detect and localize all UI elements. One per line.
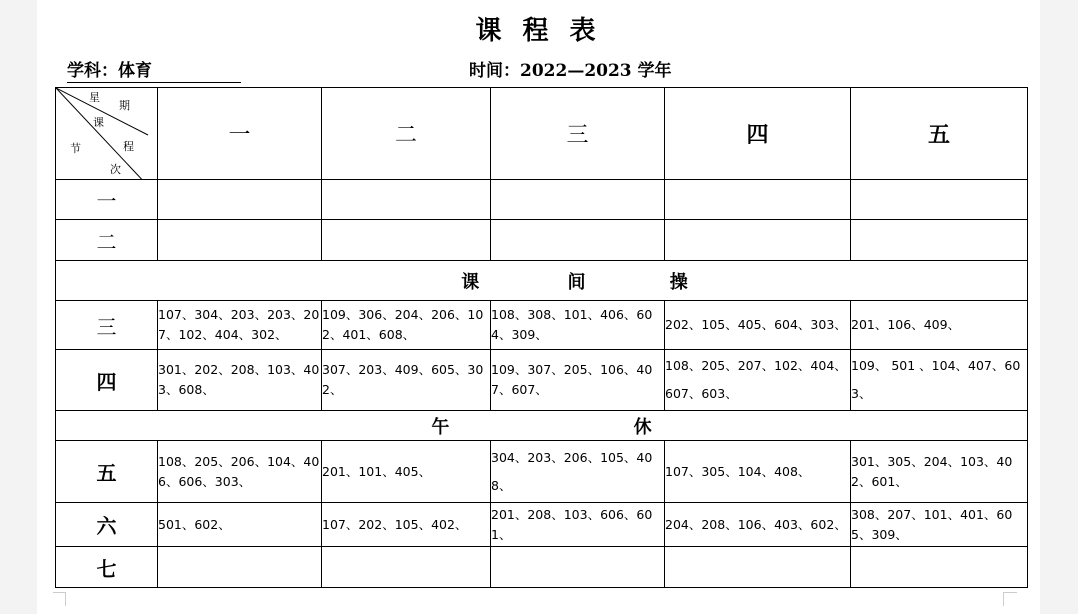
class-cell — [322, 220, 491, 261]
period-row-5 — [56, 441, 1028, 503]
band-char: 午 — [431, 416, 450, 438]
period-row-7 — [56, 547, 1028, 588]
class-cell: 201、101、405、 — [322, 441, 491, 503]
class-cell: 109、 501 、104、407、603、 — [851, 350, 1028, 411]
band-char: 操 — [669, 271, 688, 293]
class-cell — [491, 180, 665, 220]
class-cell — [665, 547, 851, 588]
class-cell: 202、105、405、604、303、 — [665, 301, 851, 350]
class-cell — [322, 547, 491, 588]
period-row-1 — [56, 180, 1028, 220]
class-cell: 108、205、207、102、404、607、603、 — [665, 350, 851, 411]
period-row-3 — [56, 301, 1028, 350]
class-cell — [158, 220, 322, 261]
class-cell: 307、203、409、605、302、 — [322, 350, 491, 411]
class-cell — [851, 547, 1028, 588]
morning-exercise-band — [56, 261, 1028, 301]
margin-mark — [53, 592, 65, 593]
class-cell — [851, 180, 1028, 220]
period-label: 一 — [56, 180, 158, 220]
day-header-4: 四 — [665, 88, 851, 180]
class-cell: 107、305、104、408、 — [665, 441, 851, 503]
class-cell — [158, 180, 322, 220]
class-cell: 308、207、101、401、605、309、 — [851, 503, 1028, 547]
day-header-1: 一 — [158, 88, 322, 180]
period-label: 三 — [56, 301, 158, 350]
class-cell: 204、208、106、403、602、 — [665, 503, 851, 547]
period-label: 二 — [56, 220, 158, 261]
class-cell: 109、307、205、106、407、607、 — [491, 350, 665, 411]
class-cell: 301、305、204、103、402、601、 — [851, 441, 1028, 503]
class-cell — [665, 220, 851, 261]
document-page — [37, 0, 1040, 614]
class-cell — [322, 180, 491, 220]
margin-mark — [65, 592, 66, 606]
corner-label-xing: 星 — [89, 91, 100, 104]
morning-break-row — [56, 261, 1028, 301]
class-cell: 107、202、105、402、 — [322, 503, 491, 547]
corner-label-ke: 课 — [93, 116, 104, 129]
class-cell — [851, 220, 1028, 261]
band-char: 间 — [567, 271, 586, 293]
corner-label-qi: 期 — [119, 99, 130, 112]
period-row-6 — [56, 503, 1028, 547]
period-row-4 — [56, 350, 1028, 411]
day-header-3: 三 — [491, 88, 665, 180]
class-cell: 301、202、208、103、403、608、 — [158, 350, 322, 411]
subject-label: 学科：体育 — [67, 56, 241, 83]
class-cell — [491, 547, 665, 588]
period-row-2 — [56, 220, 1028, 261]
corner-header-cell — [56, 88, 158, 180]
margin-mark — [1003, 592, 1017, 593]
class-cell: 107、304、203、203、207、102、404、302、 — [158, 301, 322, 350]
period-label: 五 — [56, 441, 158, 503]
period-label: 四 — [56, 350, 158, 411]
class-cell: 501、602、 — [158, 503, 322, 547]
period-label: 七 — [56, 547, 158, 588]
day-header-2: 二 — [322, 88, 491, 180]
corner-label-jie: 节 — [70, 142, 81, 155]
corner-label-ci: 次 — [110, 163, 121, 176]
band-char: 课 — [461, 271, 480, 293]
school-year-label: 时间：2022—2023 学年 — [469, 61, 672, 81]
noon-rest-band — [56, 411, 1028, 441]
diagonal-lines — [56, 88, 158, 180]
class-cell: 201、208、103、606、601、 — [491, 503, 665, 547]
noon-break-row — [56, 411, 1028, 441]
corner-label-cheng: 程 — [123, 140, 134, 153]
band-char: 休 — [633, 416, 652, 438]
header-row — [56, 88, 1028, 180]
day-header-5: 五 — [851, 88, 1028, 180]
page-title: 课 程 表 — [475, 16, 602, 46]
class-cell: 304、203、206、105、408、 — [491, 441, 665, 503]
period-label: 六 — [56, 503, 158, 547]
class-cell — [665, 180, 851, 220]
class-cell — [491, 220, 665, 261]
schedule-table — [55, 87, 1028, 588]
margin-mark — [1003, 592, 1004, 606]
class-cell: 108、205、206、104、406、606、303、 — [158, 441, 322, 503]
class-cell — [158, 547, 322, 588]
class-cell: 108、308、101、406、604、309、 — [491, 301, 665, 350]
class-cell: 109、306、204、206、102、401、608、 — [322, 301, 491, 350]
class-cell: 201、106、409、 — [851, 301, 1028, 350]
